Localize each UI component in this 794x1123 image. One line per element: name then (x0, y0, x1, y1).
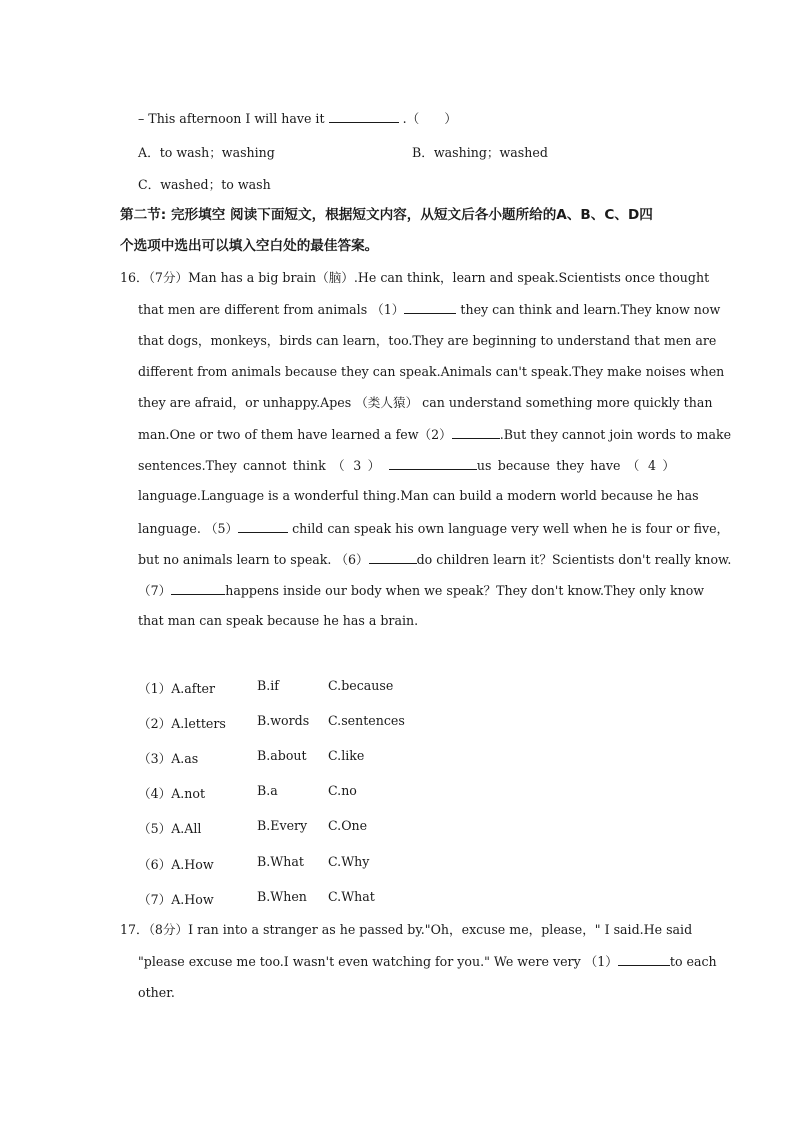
option-row-5-c[interactable]: C.One (328, 818, 368, 833)
q16-text: but no animals learn to speak. （6） (138, 552, 369, 567)
q16-text: language. （5） (138, 521, 239, 536)
q16-line-9 (138, 520, 730, 537)
q16-line-5: they are afraid，or unhappy.Apes （类人猿） can understand something more quickly than (138, 395, 713, 410)
q16-text: us because they have （ 4 ） (476, 458, 675, 473)
q17-line-2 (138, 953, 717, 970)
option-row-5-b[interactable]: B.Every (257, 818, 308, 833)
q16-text: they can think and learn.They know now (456, 302, 721, 317)
option-row-2-b[interactable]: B.words (257, 713, 310, 728)
blank-5[interactable] (238, 520, 288, 533)
q15-option-a[interactable]: A．to wash；washing (138, 145, 275, 160)
option-row-7-c[interactable]: C.What (328, 889, 375, 904)
section-heading-line2: 个选项中选出可以填入空白处的最佳答案。 (120, 238, 379, 254)
q17-text: to each (669, 954, 717, 969)
option-row-3-c[interactable]: C.like (328, 748, 365, 763)
q15-option-c[interactable]: C．washed；to wash (138, 177, 271, 192)
option-row-3-b[interactable]: B.about (257, 748, 307, 763)
q17-line-1: 17．（8分）I ran into a stranger as he passed by."Oh，excuse me，please，" I said.He said (120, 922, 693, 937)
option-row-1-c[interactable]: C.because (328, 678, 394, 693)
blank-6[interactable] (369, 551, 417, 564)
section-heading-line1: 第二节: 完形填空 阅读下面短文，根据短文内容，从短文后各小题所给的A、B、C、D四 (120, 207, 653, 223)
option-row-7-a[interactable]: （7）A.How (138, 892, 214, 907)
q16-text: do children learn it？Scientists don't really know. (416, 552, 732, 567)
q16-text: happens inside our body when we speak？They don't know.They only know (225, 583, 705, 598)
q16-text: .But they cannot join words to make (499, 427, 732, 442)
q17-blank-1[interactable] (618, 953, 670, 966)
q15-stem-text: – This afternoon I will have it (138, 111, 325, 126)
q16-text: child can speak his own language very well when he is four or five， (288, 521, 730, 536)
q16-line-10 (138, 551, 732, 568)
q17-text: "please excuse me too.I wasn't even watching for you." We were very （1） (138, 954, 618, 969)
blank-2[interactable] (452, 426, 500, 439)
q16-line-12: that man can speak because he has a brain. (138, 613, 419, 628)
q17-line-3: other. (138, 985, 175, 1000)
option-row-1-a[interactable]: （1）A.after (138, 681, 216, 696)
q16-line-4: different from animals because they can speak.Animals can't speak.They make noises when (138, 364, 725, 379)
option-row-5-a[interactable]: （5）A.All (138, 821, 202, 836)
option-row-3-a[interactable]: （3）A.as (138, 751, 199, 766)
q16-line-1: 16．（7分）Man has a big brain（脑）.He can think，learn and speak.Scientists once thought (120, 270, 710, 285)
answer-paren: .（ ） (402, 111, 457, 126)
option-row-4-a[interactable]: （4）A.not (138, 786, 206, 801)
q16-line-7 (138, 457, 675, 474)
option-row-2-c[interactable]: C.sentences (328, 713, 405, 728)
option-row-6-b[interactable]: B.What (257, 854, 304, 869)
answer-blank[interactable] (329, 110, 399, 123)
option-row-7-b[interactable]: B.When (257, 889, 307, 904)
option-row-4-c[interactable]: C.no (328, 783, 357, 798)
q16-line-2 (138, 301, 721, 318)
q16-text: that men are different from animals （1） (138, 302, 405, 317)
q15-option-b[interactable]: B．washing；washed (412, 145, 548, 160)
q16-text: （7） (138, 583, 172, 598)
option-row-6-c[interactable]: C.Why (328, 854, 370, 869)
q16-line-8: language.Language is a wonderful thing.Man can build a modern world because he has (138, 488, 699, 503)
q16-text: sentences.They cannot think （ 3 ） (138, 458, 383, 473)
option-row-1-b[interactable]: B.if (257, 678, 279, 693)
option-row-4-b[interactable]: B.a (257, 783, 278, 798)
option-row-2-a[interactable]: （2）A.letters (138, 716, 226, 731)
q16-line-3: that dogs，monkeys，birds can learn，too.They are beginning to understand that men are (138, 333, 717, 348)
q16-line-11 (138, 582, 705, 599)
blank-7[interactable] (171, 582, 225, 595)
blank-3[interactable] (389, 457, 477, 470)
option-row-6-a[interactable]: （6）A.How (138, 857, 214, 872)
blank-1[interactable] (404, 301, 456, 314)
q16-line-6 (138, 426, 732, 443)
q15-stem (138, 110, 457, 127)
q16-text: man.One or two of them have learned a few（2） (138, 427, 452, 442)
